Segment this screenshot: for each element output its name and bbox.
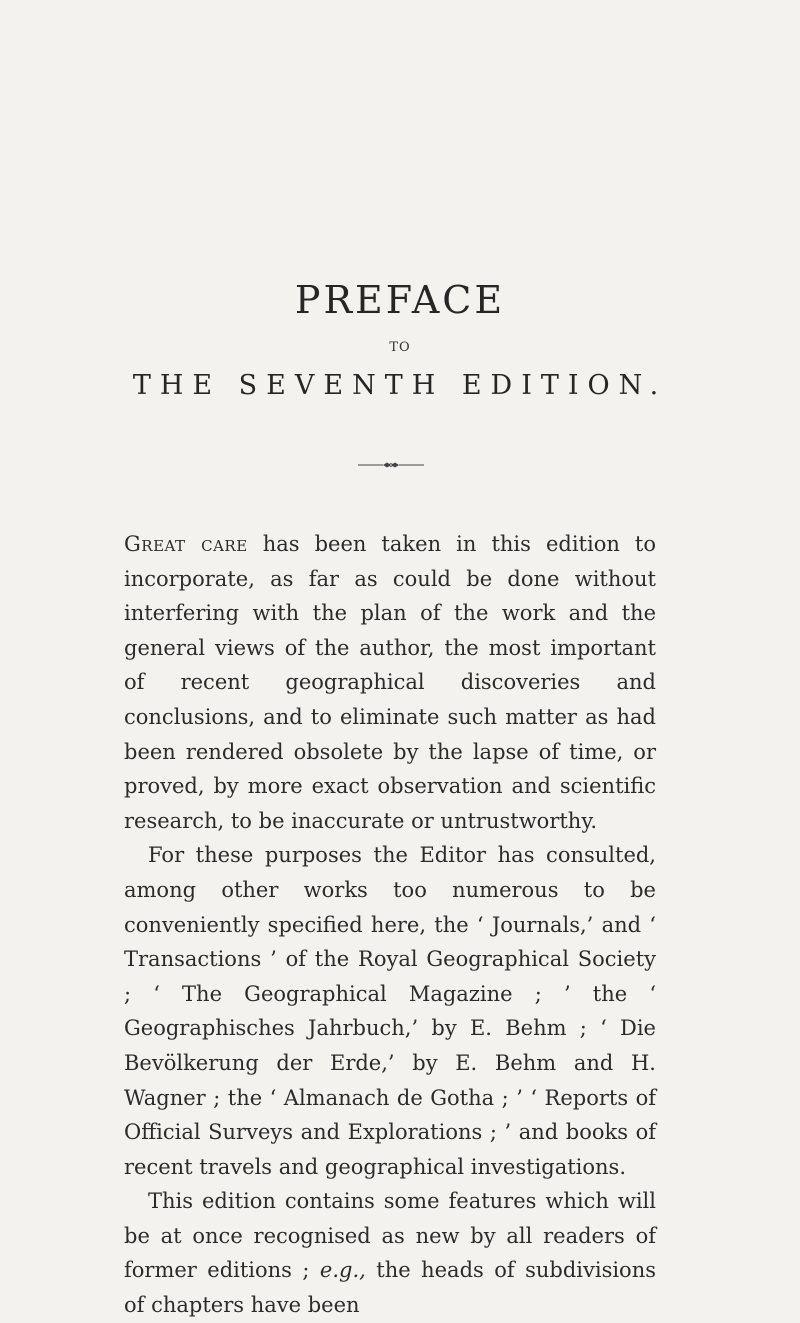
paragraph-2: For these purposes the Editor has consulted, among other works too numerous to be conveniently specified here, the ‘ Journals,’ and ‘ Transactions ’ of the Royal Geographical Society ; ‘ The Geographical Magazine ; ’ the ‘ Geographisches Jahrbuch,’ by E. Behm ; ‘ Die Bevölkerung der Erde,’ by E. Behm and H. Wagner ; the ‘ Almanach de Gotha ; ’ ‘ Reports of Official Surveys and Explorations ; ’ and books of recent travels and geographical investigations. [124,843,656,1179]
paragraph-1-text: has been taken in this edition to incorporate, as far as could be done without interfering with the plan of the work and the general views of the author, the most important of recent geographical discoveries and conclusions, and to eliminate such matter as had been rendered obsolete by the lapse of time, or proved, by more exact observation and scientific research, to be inaccurate or untrustworthy. [124,532,657,833]
paragraph-3 [124,1184,656,1322]
paragraph-1 [124,527,656,838]
body-text [124,527,656,1323]
page-subtitle: THE SEVENTH EDITION. [132,370,668,401]
paragraph-3-eg: e.g., [319,1258,366,1283]
page-title: PREFACE [294,278,506,322]
paragraph-1-lead: Great care [124,532,248,556]
divider-ornament [356,462,426,468]
paragraph-3-end: the heads of subdivisions of chapters have been [124,1258,657,1318]
paragraph-3-start: This edition contains some features which will be at once recognised as new by all readers of former editions ; [124,1189,656,1283]
title-connector: TO [389,340,411,355]
